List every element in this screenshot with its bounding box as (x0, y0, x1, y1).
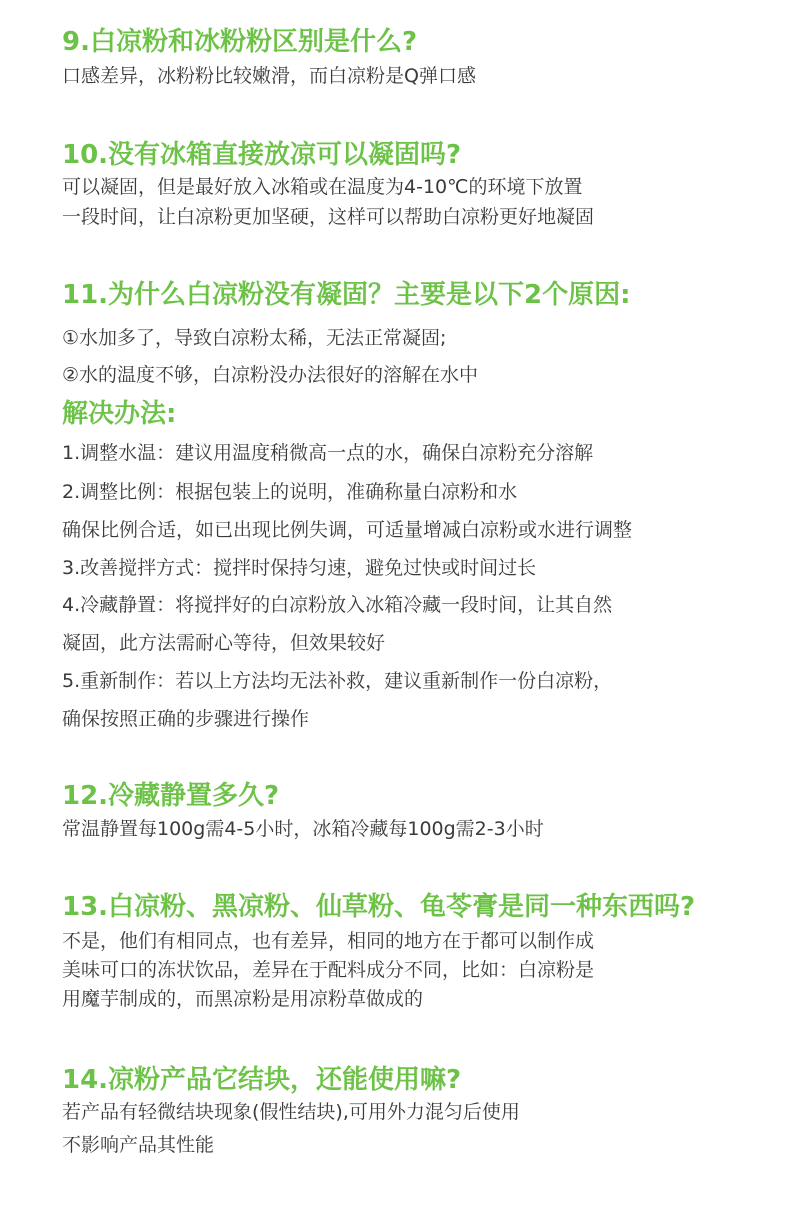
faq-question-12: 12.冷藏静置多久? (62, 781, 280, 811)
solution-line-3: 确保比例合适，如已出现比例失调，可适量增减白凉粉或水进行调整 (62, 519, 633, 541)
faq-answer-10-line-2: 一段时间，让白凉粉更加坚硬，这样可以帮助白凉粉更好地凝固 (62, 206, 595, 228)
faq-answer-13-line-1: 不是，他们有相同点，也有差异，相同的地方在于都可以制作成 (62, 930, 595, 952)
faq-answer-12-line-1: 常温静置每100g需4-5小时，冰箱冷藏每100g需2-3小时 (62, 818, 544, 840)
faq-question-9: 9.白凉粉和冰粉粉区别是什么? (62, 27, 418, 57)
faq-answer-9-line-1: 口感差异，冰粉粉比较嫩滑，而白凉粉是Q弹口感 (62, 65, 476, 87)
faq-reason-2: ②水的温度不够，白凉粉没办法很好的溶解在水中 (62, 364, 479, 386)
faq-answer-10-line-1: 可以凝固，但是最好放入冰箱或在温度为4-10℃的环境下放置 (62, 176, 583, 198)
faq-question-11: 11.为什么白凉粉没有凝固？主要是以下2个原因: (62, 280, 631, 310)
faq-answer-14-line-2: 不影响产品其性能 (62, 1134, 215, 1156)
solution-line-1: 1.调整水温：建议用温度稍微高一点的水，确保白凉粉充分溶解 (62, 442, 594, 464)
faq-answer-13-line-3: 用魔芋制成的，而黑凉粉是用凉粉草做成的 (62, 988, 424, 1010)
faq-question-10: 10.没有冰箱直接放凉可以凝固吗? (62, 140, 462, 170)
solution-line-7: 5.重新制作：若以上方法均无法补救，建议重新制作一份白凉粉， (62, 670, 613, 692)
solution-line-2: 2.调整比例：根据包装上的说明，准确称量白凉粉和水 (62, 481, 518, 503)
faq-reason-1: ①水加多了，导致白凉粉太稀，无法正常凝固; (62, 327, 447, 349)
faq-answer-13-line-2: 美味可口的冻状饮品，差异在于配料成分不同，比如：白凉粉是 (62, 959, 595, 981)
solution-line-8: 确保按照正确的步骤进行操作 (62, 708, 310, 730)
solution-line-5: 4.冷藏静置：将搅拌好的白凉粉放入冰箱冷藏一段时间，让其自然 (62, 594, 613, 616)
solution-heading: 解决办法: (62, 399, 177, 429)
faq-question-14: 14.凉粉产品它结块，还能使用嘛? (62, 1065, 462, 1095)
solution-line-6: 凝固，此方法需耐心等待，但效果较好 (62, 632, 386, 654)
faq-answer-14-line-1: 若产品有轻微结块现象(假性结块),可用外力混匀后使用 (62, 1101, 520, 1123)
faq-question-13: 13.白凉粉、黑凉粉、仙草粉、龟苓膏是同一种东西吗? (62, 892, 696, 922)
solution-line-4: 3.改善搅拌方式：搅拌时保持匀速，避免过快或时间过长 (62, 557, 537, 579)
